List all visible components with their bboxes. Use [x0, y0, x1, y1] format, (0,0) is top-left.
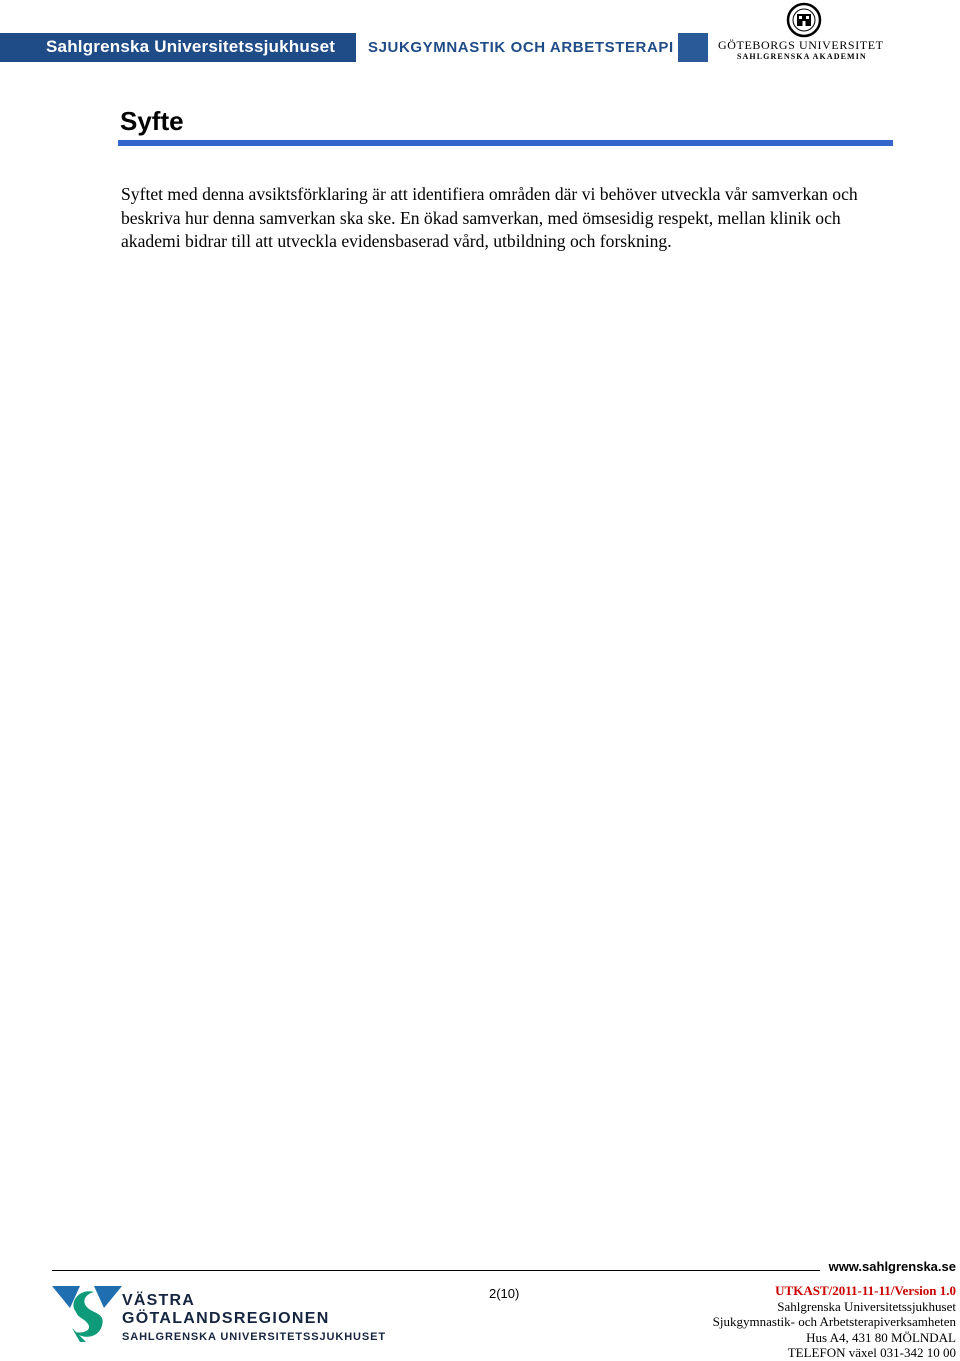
title-underline [118, 140, 893, 146]
vgr-logo-icon [50, 1282, 124, 1344]
department-banner [356, 33, 678, 62]
page-number: 2(10) [489, 1286, 520, 1301]
contact-info [713, 1283, 956, 1361]
unit-name: Sjukgymnastik- och Arbetsterapiverksamheten [712, 1314, 956, 1330]
region-name-line1: VÄSTRA [122, 1292, 195, 1309]
org-name: Sahlgrenska Universitetssjukhuset [777, 1298, 956, 1314]
section-title: Syfte [120, 106, 184, 136]
university-name: GÖTEBORGS UNIVERSITET [718, 38, 884, 52]
hospital-name: Sahlgrenska Universitetssjukhuset [46, 37, 336, 56]
address: Hus A4, 431 80 MÖLNDAL [806, 1329, 956, 1345]
header-accent-block [678, 33, 708, 62]
region-name-line3: SAHLGRENSKA UNIVERSITETSSJUKHUSET [122, 1331, 386, 1343]
department-name: SJUKGYMNASTIK OCH ARBETSTERAPI [368, 39, 674, 56]
phone: TELEFON växel 031-342 10 00 [787, 1345, 956, 1361]
university-seal-icon [784, 2, 824, 38]
hospital-banner [0, 33, 356, 62]
website-link[interactable]: www.sahlgrenska.se [828, 1259, 956, 1274]
university-subtitle: SAHLGRENSKA AKADEMIN [737, 52, 867, 61]
draft-version: UTKAST/2011-11-11/Version 1.0 [775, 1283, 956, 1298]
section-body: Syftet med denna avsiktsförklaring är att identifiera områden där vi behöver utveckla vår samverkan och beskriva hur denna samverkan ska ske. En ökad samverkan, med ömsesidig respekt, mellan klinik och akademi bidrar till att utveckla evidensbaserad vård, utbildning och forskning. [121, 184, 858, 252]
region-name-line2: GÖTALANDSREGIONEN [122, 1310, 330, 1327]
footer-divider [52, 1270, 820, 1271]
